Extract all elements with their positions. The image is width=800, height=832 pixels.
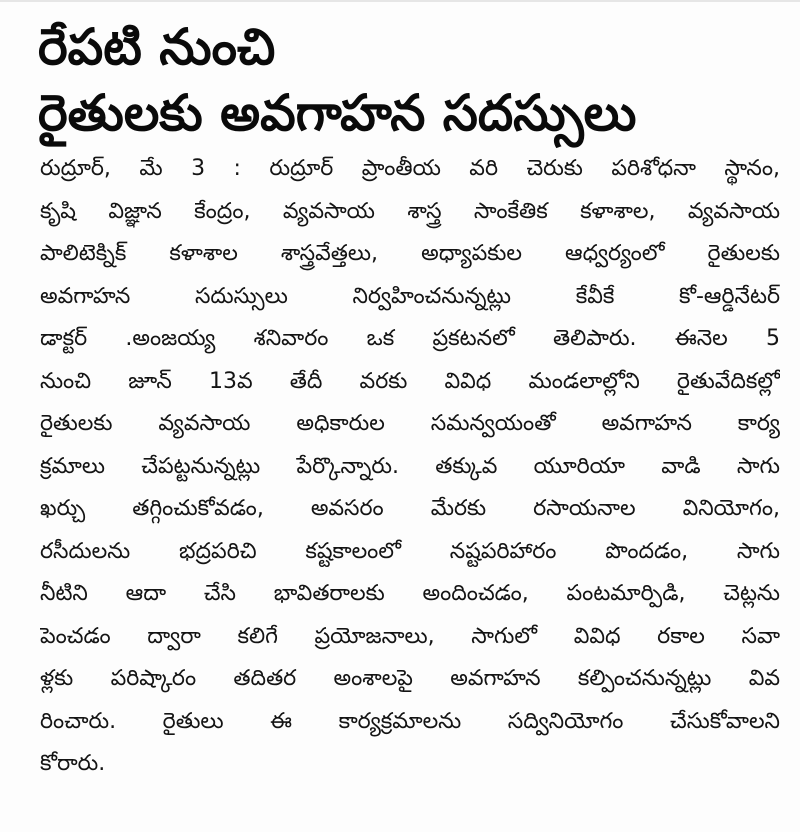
body-line: డాక్టర్ .అంజయ్య శనివారం ఒక ప్రకటనలో తెలిపారు. ఈనెల 5 (40, 326, 780, 351)
body-line: కృషి విజ్ఞాన కేంద్రం, వ్యవసాయ శాస్త్ర సాంకేతిక కళాశాల, వ్యవసాయ (40, 198, 780, 224)
body-line: నీటిని ఆదా చేసి భావితరాలకు అందించడం, పంటమార్పిడి, చెట్లను (40, 581, 780, 606)
article-headline (38, 14, 778, 146)
top-edge-rule (0, 0, 800, 2)
headline-line-1: రేపటి నుంచి (38, 18, 276, 76)
body-line: రైతులకు వ్యవసాయ అధికారుల సమన్వయంతో అవగాహన కార్య (40, 411, 780, 436)
article-body (40, 148, 780, 786)
body-line: రుద్రూర్, మే 3 : రుద్రూర్ ప్రాంతీయ వరి చెరుకు పరిశోధనా స్థానం, (40, 156, 780, 181)
body-line: నుంచి జూన్ 13వ తేదీ వరకు వివిధ మండలాల్లోని రైతువేదికల్లో (40, 368, 780, 394)
body-line: పెంచడం ద్వారా కలిగే ప్రయోజనాలు, సాగులో వివిధ రకాల సవా (40, 623, 780, 649)
body-line: క్రమాలు చేపట్టనున్నట్లు పేర్కొన్నారు. తక్కువ యూరియా వాడి సాగు (40, 453, 780, 479)
body-line: పాలిటెక్నిక్ కళాశాల శాస్త్రవేత్తలు, అధ్యాపకుల ఆధ్వర్యంలో రైతులకు (40, 241, 780, 266)
body-line: కోరారు. (40, 751, 106, 776)
headline-line-2: రైతులకు అవగాహన సదస్సులు (38, 84, 637, 142)
body-line: ళ్లకు పరిష్కారం తదితర అంశాలపై అవగాహన కల్పించనున్నట్లు వివ (40, 666, 780, 691)
body-line: రసీదులను భద్రపరిచి కష్టకాలంలో నష్టపరిహారం పొందడం, సాగు (40, 538, 780, 564)
body-line: రించారు. రైతులు ఈ కార్యక్రమాలను సద్వినియోగం చేసుకోవాలని (40, 708, 780, 734)
body-line: అవగాహన సదుస్సులు నిర్వహించనున్నట్లు కేవీకే కో-ఆర్డినేటర్ (40, 283, 780, 309)
body-line: ఖర్చు తగ్గించుకోవడం, అవసరం మేరకు రసాయనాల వినియోగం, (40, 496, 780, 521)
